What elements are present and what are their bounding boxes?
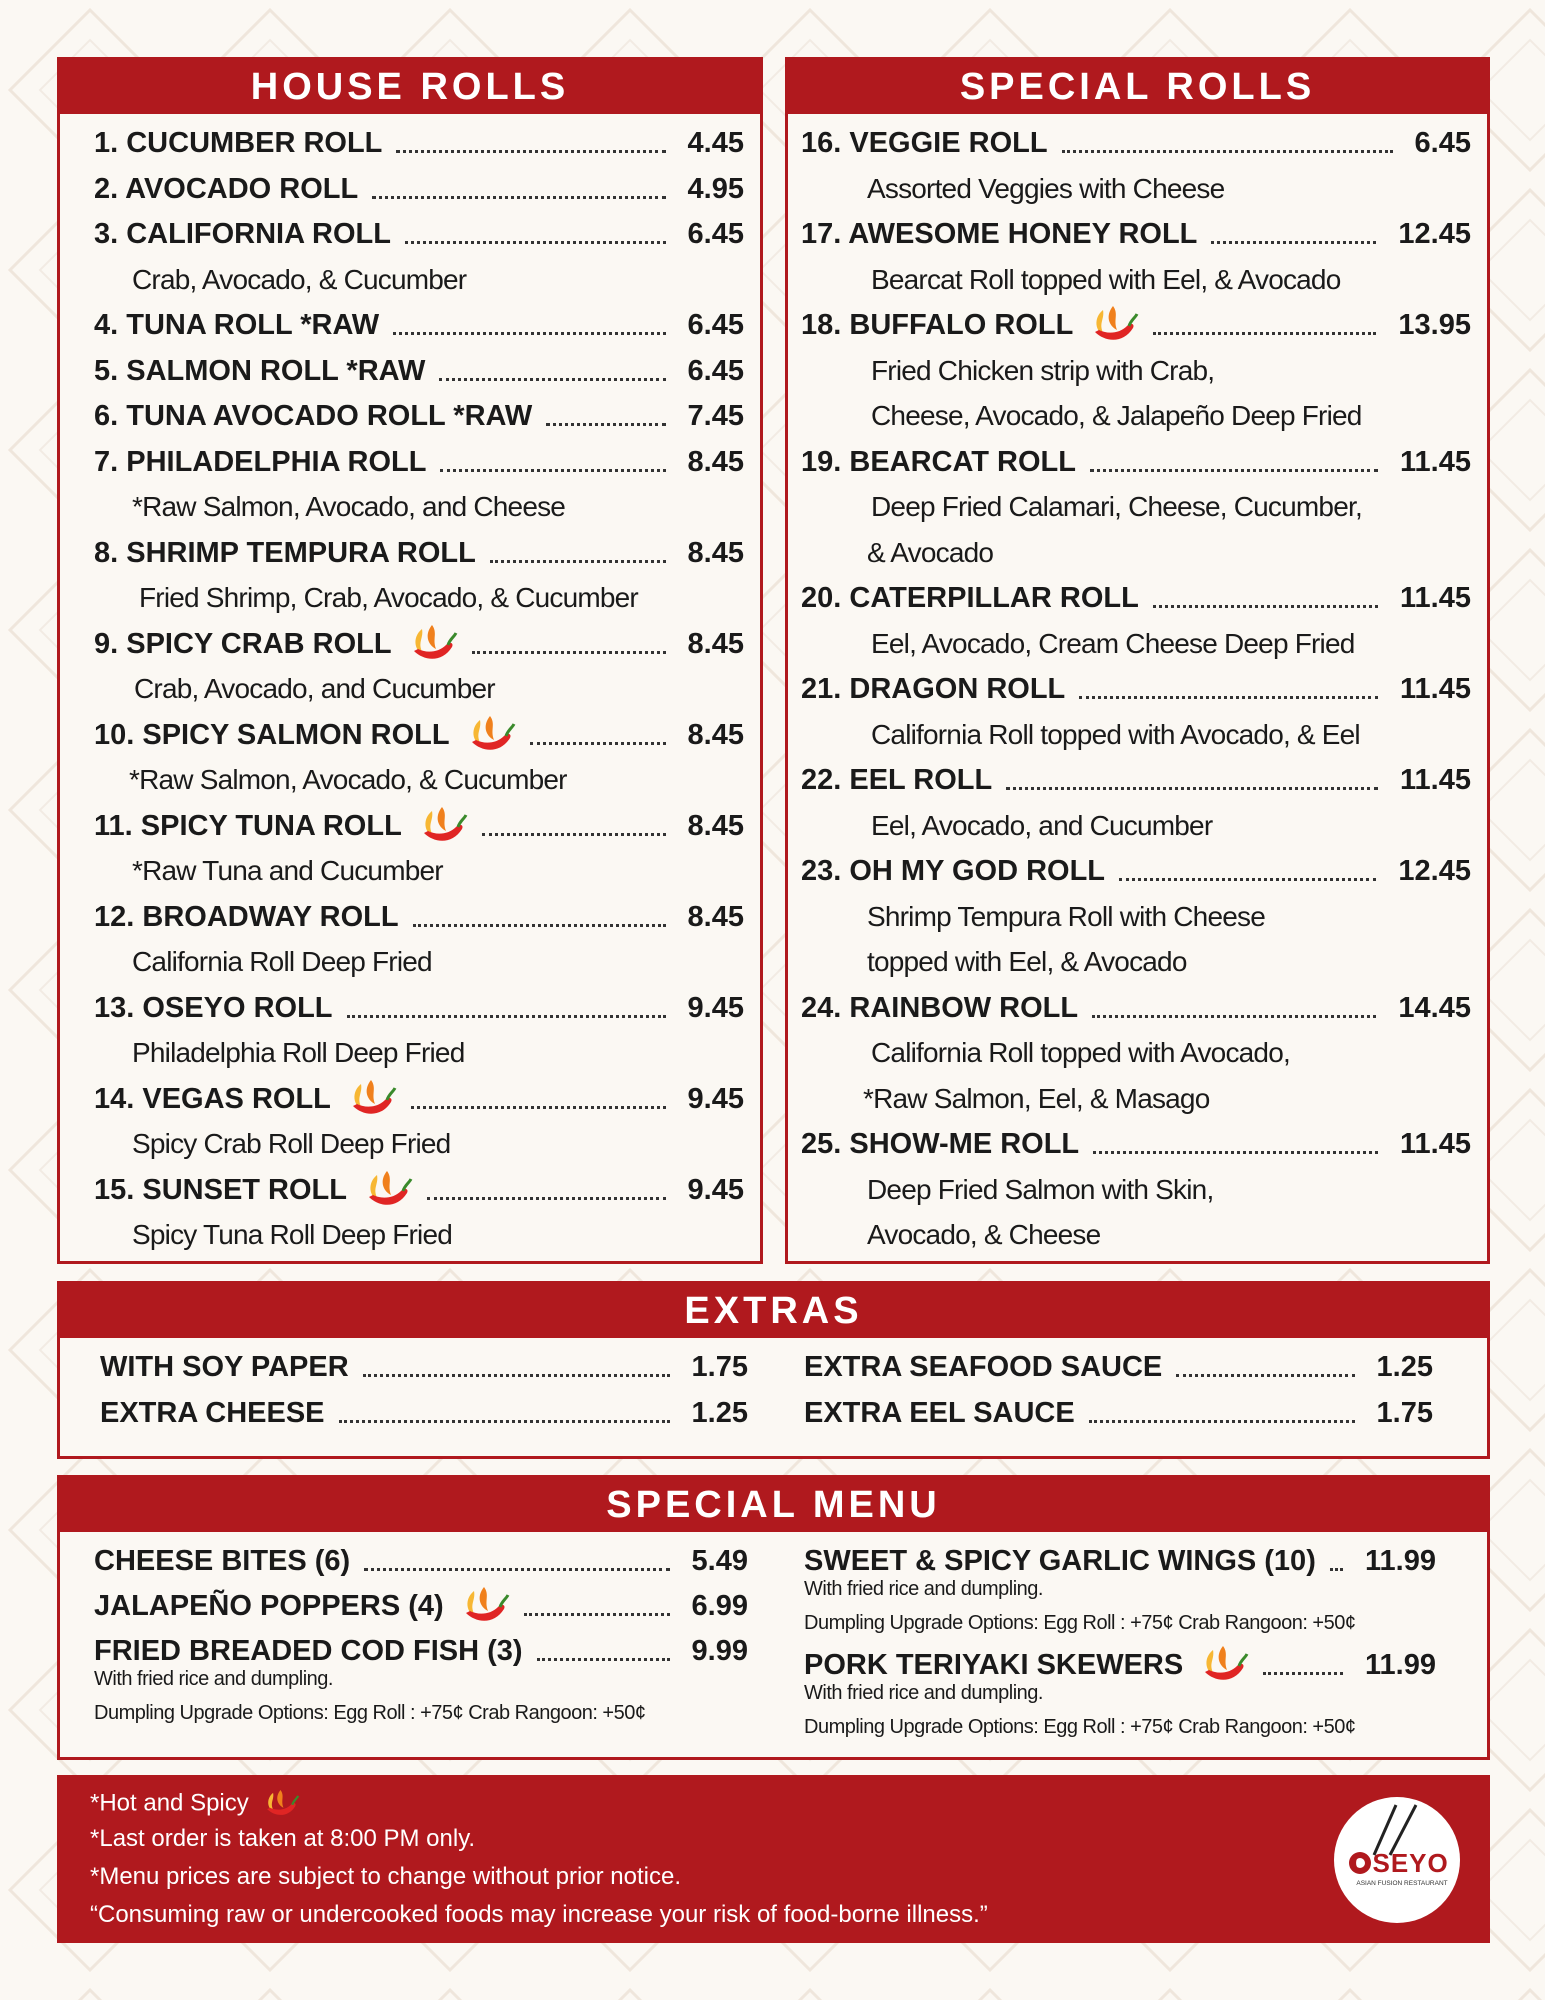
footer-hot-spicy: *Hot and Spicy: [90, 1789, 249, 1817]
menu-item-name: 17. AWESOME HONEY ROLL: [801, 218, 1198, 250]
menu-item-description: Fried Shrimp, Crab, Avocado, & Cucumber: [139, 582, 638, 613]
svg-text:OSEYO: OSEYO: [1351, 1848, 1449, 1878]
menu-item-note: With fried rice and dumpling.: [804, 1578, 1043, 1600]
dot-leader: [439, 378, 665, 381]
menu-item-name: 13. OSEYO ROLL: [94, 991, 333, 1024]
dot-leader: [1093, 1151, 1378, 1154]
dot-leader: [413, 924, 666, 927]
menu-item-description: Assorted Veggies with Cheese: [867, 172, 1225, 204]
menu-item-name: 16. VEGGIE ROLL: [801, 127, 1048, 159]
menu-item-name: 4. TUNA ROLL *RAW: [94, 309, 380, 341]
menu-item: [801, 757, 1471, 803]
menu-item-name: 3. CALIFORNIA ROLL: [94, 218, 391, 250]
menu-item-description: *Raw Salmon, Eel, & Masago: [863, 1082, 1210, 1114]
menu-item-price: 7.45: [687, 400, 744, 432]
dot-leader: [530, 742, 666, 745]
menu-item-name: 8. SHRIMP TEMPURA ROLL: [94, 536, 476, 569]
dot-leader: [1153, 605, 1378, 608]
menu-item: [804, 1344, 1433, 1390]
chili-pepper-icon: [1193, 1642, 1249, 1688]
chili-pepper-icon: [1083, 302, 1139, 348]
menu-item-description: Bearcat Roll topped with Eel, & Avocado: [871, 263, 1341, 295]
house-rolls-title: HOUSE ROLLS: [250, 66, 570, 108]
menu-item-name: CHEESE BITES (6): [94, 1545, 351, 1577]
dot-leader: [490, 560, 666, 563]
menu-item-price: 8.45: [687, 718, 744, 751]
menu-item-price: 8.45: [687, 536, 744, 569]
menu-item-description: Fried Chicken strip with Crab,: [871, 354, 1215, 386]
extras-header: [60, 1284, 1487, 1338]
menu-item-name: 22. EEL ROLL: [801, 764, 993, 796]
menu-item-price: 6.45: [687, 218, 744, 250]
menu-item: [94, 1538, 748, 1584]
chili-pepper-icon: [357, 1167, 413, 1213]
footer-last-order: *Last order is taken at 8:00 PM only.: [90, 1825, 476, 1852]
house-rolls-header: [60, 60, 760, 114]
menu-item-price: 1.75: [1376, 1397, 1433, 1429]
menu-item: [94, 166, 744, 212]
menu-item-description: *Raw Tuna and Cucumber: [132, 855, 443, 886]
menu-item-price: 12.45: [1398, 855, 1471, 887]
menu-item-price: 9.45: [687, 1082, 744, 1115]
menu-item-description: Spicy Crab Roll Deep Fried: [132, 1128, 451, 1159]
house-rolls-panel: [57, 57, 763, 1264]
svg-text:ASIAN FUSION RESTAURANT: ASIAN FUSION RESTAURANT: [1356, 1880, 1448, 1887]
dot-leader: [405, 241, 666, 244]
special-rolls-header: [788, 60, 1487, 114]
chili-pepper-icon: [402, 621, 458, 667]
menu-item: [94, 894, 744, 940]
dot-leader: [1092, 1015, 1376, 1018]
chili-pepper-icon: [341, 1076, 397, 1122]
dot-leader: [1153, 332, 1376, 335]
menu-item-name: 11. SPICY TUNA ROLL: [94, 809, 402, 842]
menu-item-name: JALAPEÑO POPPERS (4): [94, 1590, 444, 1622]
menu-item: [801, 120, 1471, 166]
menu-item-name: 24. RAINBOW ROLL: [801, 991, 1079, 1024]
menu-item: [94, 1167, 744, 1213]
menu-item-price: 13.95: [1398, 309, 1471, 341]
chili-pepper-icon: [412, 803, 468, 849]
menu-item-price: 8.45: [687, 809, 744, 842]
special-rolls-title: SPECIAL ROLLS: [959, 66, 1316, 108]
menu-item-name: 7. PHILADELPHIA ROLL: [94, 445, 427, 478]
menu-item-name: 12. BROADWAY ROLL: [94, 900, 399, 933]
menu-item-name: 18. BUFFALO ROLL: [801, 309, 1074, 341]
menu-item-description: Spicy Tuna Roll Deep Fried: [132, 1219, 453, 1250]
dot-leader: [427, 1197, 666, 1200]
menu-item-price: 1.75: [691, 1351, 748, 1383]
menu-item: [94, 348, 744, 394]
special-rolls-panel: [785, 57, 1490, 1264]
menu-item: [804, 1390, 1433, 1436]
dumpling-upgrade-options: Dumpling Upgrade Options: Egg Roll : +75¢ Crab Rangoon: +50¢: [94, 1702, 646, 1724]
menu-item-price: 11.99: [1365, 1545, 1436, 1577]
menu-item: [94, 1076, 744, 1122]
menu-item-description: topped with Eel, & Avocado: [867, 946, 1187, 977]
dot-leader: [1089, 1420, 1355, 1423]
menu-item-description: California Roll topped with Avocado, & Eel: [871, 718, 1360, 750]
menu-item-description: Deep Fried Salmon with Skin,: [867, 1173, 1214, 1205]
dot-leader: [372, 196, 665, 199]
menu-item: [801, 1121, 1471, 1167]
menu-item-price: 11.45: [1400, 582, 1471, 614]
menu-item-name: 2. AVOCADO ROLL: [94, 172, 359, 205]
menu-item-price: 1.25: [691, 1397, 748, 1429]
menu-item-name: 15. SUNSET ROLL: [94, 1173, 347, 1206]
menu-item: [801, 575, 1471, 621]
menu-item-description: Crab, Avocado, and Cucumber: [134, 673, 495, 704]
dot-leader: [472, 651, 666, 654]
menu-item-note: With fried rice and dumpling.: [804, 1682, 1043, 1704]
menu-item-description: Shrimp Tempura Roll with Cheese: [867, 900, 1265, 932]
special-menu-header: [60, 1478, 1487, 1532]
menu-item-name: 14. VEGAS ROLL: [94, 1082, 331, 1115]
footer-line-hot: [90, 1787, 303, 1821]
menu-item: [801, 666, 1471, 712]
chili-pepper-icon: [460, 712, 516, 758]
dot-leader: [546, 423, 665, 426]
menu-item: [94, 120, 744, 166]
menu-item: [94, 985, 744, 1031]
menu-item-name: 5. SALMON ROLL *RAW: [94, 354, 426, 387]
menu-item-name: 1. CUCUMBER ROLL: [94, 127, 383, 159]
menu-item-price: 4.45: [687, 127, 744, 159]
dot-leader: [411, 1106, 666, 1109]
menu-item-name: EXTRA EEL SAUCE: [804, 1397, 1075, 1429]
menu-item-name: 19. BEARCAT ROLL: [801, 445, 1076, 478]
menu-item-price: 6.45: [687, 309, 744, 341]
dot-leader: [1263, 1672, 1343, 1675]
dot-leader: [364, 1568, 669, 1571]
extras-title: EXTRAS: [684, 1290, 863, 1332]
chili-pepper-icon: [255, 1787, 303, 1821]
dot-leader: [1079, 696, 1378, 699]
menu-item-price: 4.95: [687, 172, 744, 205]
special-menu-title: SPECIAL MENU: [606, 1484, 941, 1526]
menu-item: [801, 985, 1471, 1031]
menu-item-description: California Roll Deep Fried: [132, 946, 432, 977]
menu-item-name: PORK TERIYAKI SKEWERS: [804, 1649, 1184, 1681]
dot-leader: [1090, 469, 1378, 472]
dot-leader: [339, 1420, 670, 1423]
menu-item-name: EXTRA SEAFOOD SAUCE: [804, 1351, 1163, 1383]
dot-leader: [1062, 150, 1393, 153]
menu-item-description: *Raw Salmon, Avocado, and Cheese: [132, 491, 566, 522]
footer-price-notice: *Menu prices are subject to change without prior notice.: [90, 1863, 681, 1890]
special-menu-panel: [57, 1475, 1490, 1760]
menu-item: [801, 439, 1471, 485]
menu-item: [100, 1390, 748, 1436]
dot-leader: [440, 469, 665, 472]
menu-item-note: With fried rice and dumpling.: [94, 1668, 333, 1690]
menu-item-description: *Raw Salmon, Avocado, & Cucumber: [129, 764, 567, 795]
menu-item: [94, 803, 744, 849]
menu-item-price: 8.45: [687, 900, 744, 933]
menu-item-price: 11.45: [1400, 673, 1471, 705]
menu-item-name: FRIED BREADED COD FISH (3): [94, 1635, 523, 1667]
menu-item-name: 10. SPICY SALMON ROLL: [94, 718, 450, 751]
menu-item-name: 25. SHOW-ME ROLL: [801, 1128, 1080, 1160]
chili-pepper-icon: [454, 1583, 510, 1629]
menu-item-price: 9.45: [687, 991, 744, 1024]
menu-item: [801, 848, 1471, 894]
menu-item: [94, 1583, 748, 1629]
menu-item-description: Deep Fried Calamari, Cheese, Cucumber,: [871, 491, 1362, 522]
dot-leader: [1176, 1374, 1354, 1377]
menu-item: [94, 621, 744, 667]
menu-item-price: 11.45: [1400, 764, 1471, 796]
dot-leader: [537, 1658, 670, 1661]
special-menu-left: [94, 1538, 748, 1758]
menu-item: [100, 1344, 748, 1390]
menu-item-price: 5.49: [691, 1545, 748, 1577]
menu-item-name: EXTRA CHEESE: [100, 1397, 325, 1429]
oseyo-logo: [1334, 1797, 1460, 1923]
menu-item-name: 21. DRAGON ROLL: [801, 673, 1066, 705]
dot-leader: [1330, 1568, 1343, 1571]
menu-item-description: & Avocado: [867, 536, 994, 568]
menu-item-description: Eel, Avocado, and Cucumber: [871, 809, 1213, 841]
menu-item-price: 6.45: [1414, 127, 1471, 159]
menu-item-name: WITH SOY PAPER: [100, 1351, 349, 1383]
menu-item-price: 11.99: [1365, 1649, 1436, 1681]
menu-item: [94, 393, 744, 439]
menu-item: [94, 211, 744, 257]
menu-item-name: 9. SPICY CRAB ROLL: [94, 627, 392, 660]
special-menu-right: [804, 1538, 1436, 1758]
menu-item-price: 11.45: [1400, 1128, 1471, 1160]
menu-item-price: 8.45: [687, 445, 744, 478]
menu-item: [94, 302, 744, 348]
dot-leader: [363, 1374, 670, 1377]
menu-item: [94, 439, 744, 485]
menu-item-name: 6. TUNA AVOCADO ROLL *RAW: [94, 400, 533, 432]
footer-notes: [57, 1775, 1490, 1943]
menu-item-name: 23. OH MY GOD ROLL: [801, 855, 1106, 887]
dot-leader: [393, 332, 665, 335]
menu-item-description: Avocado, & Cheese: [867, 1219, 1101, 1250]
menu-item-description: Philadelphia Roll Deep Fried: [132, 1037, 465, 1068]
menu-item-name: SWEET & SPICY GARLIC WINGS (10): [804, 1545, 1316, 1577]
menu-item-price: 11.45: [1400, 445, 1471, 478]
menu-item: [94, 530, 744, 576]
menu-item-price: 12.45: [1398, 218, 1471, 250]
menu-item-price: 14.45: [1398, 991, 1471, 1024]
dumpling-upgrade-options: Dumpling Upgrade Options: Egg Roll : +75¢ Crab Rangoon: +50¢: [804, 1716, 1356, 1738]
dot-leader: [1119, 878, 1376, 881]
menu-item-price: 1.25: [1376, 1351, 1433, 1383]
menu-item-description: Eel, Avocado, Cream Cheese Deep Fried: [871, 627, 1355, 659]
dot-leader: [347, 1015, 666, 1018]
menu-item-price: 6.99: [691, 1590, 748, 1622]
extras-panel: [57, 1281, 1490, 1459]
footer-raw-warning: “Consuming raw or undercooked foods may increase your risk of food-borne illness.”: [90, 1901, 988, 1928]
menu-item-description: Crab, Avocado, & Cucumber: [132, 263, 467, 295]
menu-item-price: 9.45: [687, 1173, 744, 1206]
dot-leader: [1006, 787, 1378, 790]
dot-leader: [1211, 241, 1376, 244]
menu-item-description: California Roll topped with Avocado,: [871, 1037, 1290, 1068]
menu-item-price: 6.45: [687, 354, 744, 387]
menu-item-price: 9.99: [691, 1635, 748, 1667]
dumpling-upgrade-options: Dumpling Upgrade Options: Egg Roll : +75¢ Crab Rangoon: +50¢: [804, 1612, 1356, 1634]
dot-leader: [396, 150, 665, 153]
menu-item-name: 20. CATERPILLAR ROLL: [801, 582, 1139, 614]
dot-leader: [524, 1613, 670, 1616]
menu-item: [801, 302, 1471, 348]
menu-item: [801, 211, 1471, 257]
menu-item-description: Cheese, Avocado, & Jalapeño Deep Fried: [871, 400, 1362, 431]
menu-item-price: 8.45: [687, 627, 744, 660]
dot-leader: [482, 833, 666, 836]
menu-item: [94, 712, 744, 758]
